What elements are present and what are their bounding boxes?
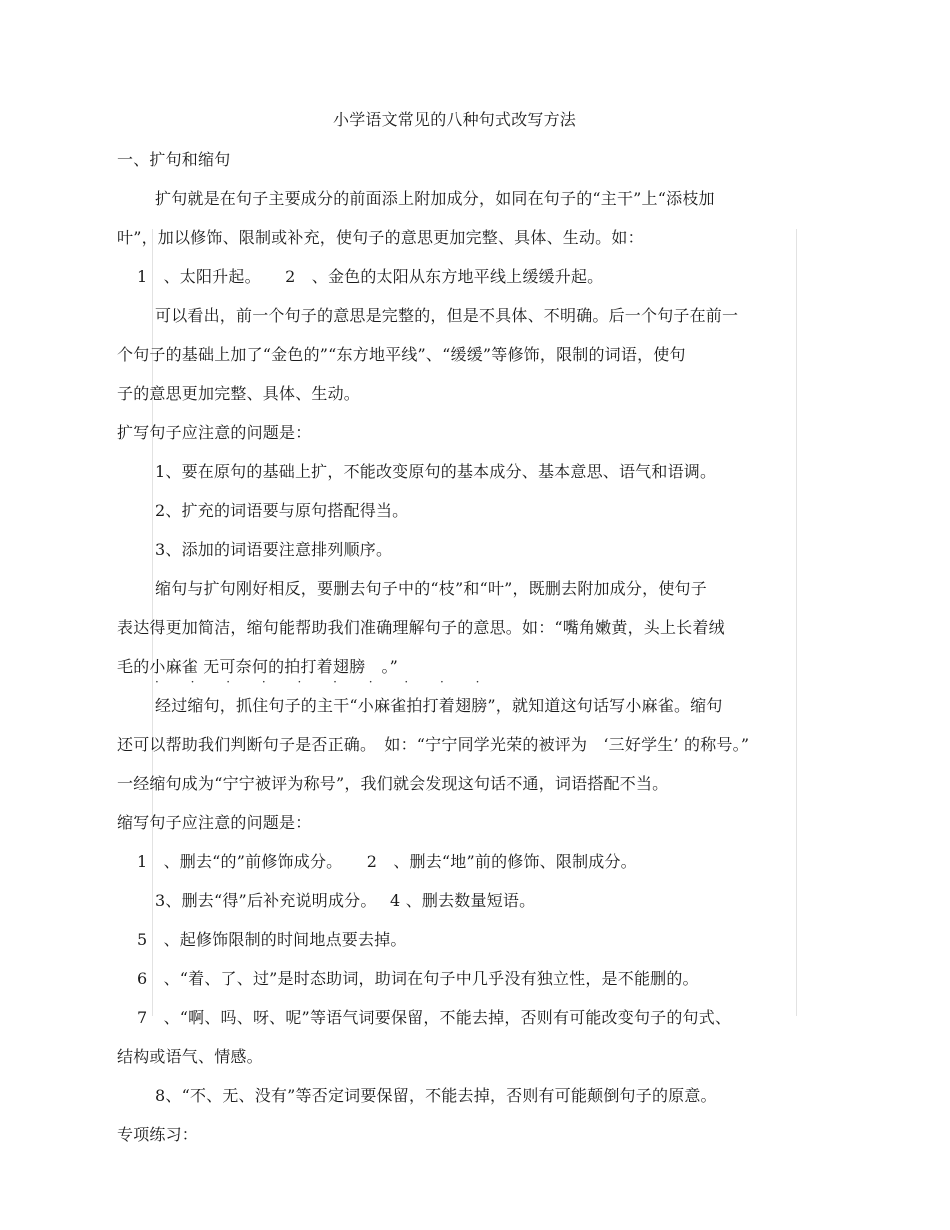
list-item: 1、要在原句的基础上扩，不能改变原句的基本成分、基本意思、语气和语调。 [155, 462, 717, 481]
paragraph-line: 可以看出，前一个句子的意思是完整的，但是不具体、不明确。后一个句子在前一 [155, 306, 739, 325]
paragraph-line: 一经缩句成为“宁宁被评为称号”，我们就会发现这句话不通，词语搭配不当。 [117, 774, 669, 793]
list-item: 8、“不、无、没有”等否定词要保留，不能去掉，否则有可能颠倒句子的原意。 [155, 1086, 717, 1105]
section-heading: 一、扩句和缩句 [117, 150, 231, 169]
list-item-continuation: 结构或语气、情感。 [117, 1047, 263, 1066]
paragraph-line: 毛的小麻雀 无可奈何的拍打着翅膀 。” [117, 657, 399, 676]
paragraph-line: 表达得更加简洁，缩句能帮助我们准确理解句子的意思。如：“嘴角嫩黄，头上长着绒 [117, 618, 725, 637]
paragraph-line: 扩句就是在句子主要成分的前面添上附加成分，如同在句子的“主干”上“添枝加 [155, 189, 715, 208]
paragraph-line: 个句子的基础上加了“金色的”“东方地平线”、“缓缓”等修饰，限制的词语，使句 [117, 345, 686, 364]
example-line: 1 、太阳升起。 2 、金色的太阳从东方地平线上缓缓升起。 [137, 267, 604, 286]
list-item: 7 、“啊、吗、呀、呢”等语气词要保留，不能去掉，否则有可能改变句子的句式、 [137, 1008, 732, 1027]
list-item: 6 、“着、了、过”是时态助词，助词在句子中几乎没有独立性，是不能删的。 [137, 969, 699, 988]
section-heading: 专项练习： [117, 1125, 199, 1144]
paragraph-line: 缩句与扩句刚好相反，要删去句子中的“枝”和“叶”，既删去附加成分，使句子 [155, 579, 707, 598]
paragraph-line: 叶”，加以修饰、限制或补充，使句子的意思更加完整、具体、生动。如： [117, 228, 644, 247]
list-item: 5 、起修饰限制的时间地点要去掉。 [137, 930, 407, 949]
paragraph-line: 子的意思更加完整、具体、生动。 [117, 384, 361, 403]
paragraph-line: 还可以帮助我们判断句子是否正确。 如：“宁宁同学光荣的被评为 ‘三好学生’ 的称号。” [117, 735, 750, 754]
subheading: 缩写句子应注意的问题是： [117, 813, 312, 832]
list-item: 3、添加的词语要注意排列顺序。 [155, 540, 393, 559]
paragraph-line: 经过缩句，抓住句子的主干“小麻雀拍打着翅膀”，就知道这句话写小麻雀。缩句 [155, 696, 723, 715]
list-item: 3、删去“得”后补充说明成分。 4 、删去数量短语。 [155, 891, 536, 910]
list-item: 2、扩充的词语要与原句搭配得当。 [155, 501, 409, 520]
subheading: 扩写句子应注意的问题是： [117, 423, 312, 442]
list-item: 1 、删去“的”前修饰成分。 2 、删去“地”前的修饰、限制成分。 [137, 852, 637, 871]
document-title: 小学语文常见的八种句式改写方法 [333, 110, 577, 129]
emphasis-dots: · · · · · · · · · · [155, 675, 494, 689]
